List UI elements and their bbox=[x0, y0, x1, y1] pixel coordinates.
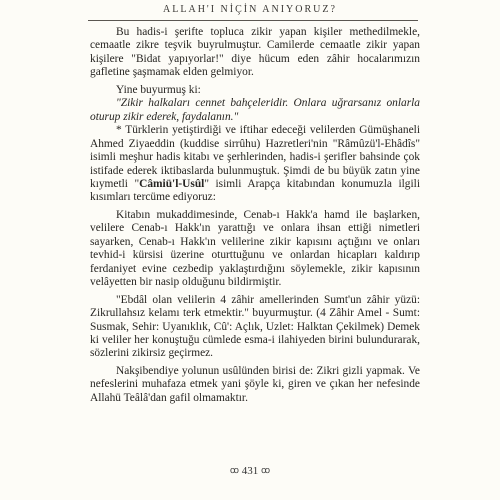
paragraph-p7 bbox=[90, 365, 420, 405]
footnote-asterisk: * bbox=[116, 124, 126, 137]
paragraph-p2 bbox=[90, 84, 420, 97]
text-segment: Türklerin yetiştirdiği ve iftihar edeceği velilerden Gümüşhaneli Ahmed Ziyaeddin (kuddise sirrûhu) Hazretleri'nin "Râmûzü'l-Ehâdîs" isimli meşhur hadis kitabı ve şerhlerinden, hadis-i şerifler bahsinde çok istifade ederek iktibaslarda bulunmuştuk. Şimdi de bu büyük zatın yine kıymetli " bbox=[90, 124, 420, 190]
page-number: 431 bbox=[241, 465, 259, 477]
text-segment: "Ebdâl olan velilerin 4 zâhir amellerinden Sumt'un zâhir yüzü: Zikrullahsız kelamı terk etmektir." buyurmuştur. (4 Zâhir Amel - Sumt: Susmak, Sehir: Uyanıklık, Cû': Açlık, Uzlet: Halktan Çekilmek) Demek ki veliler her konuştuğu cümlede esma-i ilahiyeden birini bulundurarak, sözlerini zikirsiz geçirmez. bbox=[90, 293, 420, 360]
folio-ornament-right: ꝏ bbox=[261, 465, 271, 475]
page-folio bbox=[0, 465, 500, 477]
text-segment: Bu hadis-i şerifte topluca zikir yapan kişiler methedilmekle, cemaatle zikre teşvik buyrulmuştur. Camilerde cemaatle zikir yapan kişilere "Bidat yapıyorlar!" diye hücum eden zâhir hocalarımızın gafletine şaşmamak elden gelmiyor. bbox=[90, 26, 420, 79]
text-segment: Yine buyurmuş ki: bbox=[116, 83, 201, 96]
body-text bbox=[90, 26, 420, 405]
text-segment: Kitabın mukaddimesinde, Cenab-ı Hakk'a hamd ile başlarken, velilere Cenab-ı Hakk'ın yarattığı ve onlara ihsan ettiği nimetleri sayarken, Cenab-ı Hakk'ın velilerine zikir kapısını açtığını ve onları tevhid-i kürsisi üzerine oturttuğunu ve onlardan hicapları kaldırıp ferdaniyet evine cezbedip yaklaştırdığını söylemekle, zikir kapısının velâyetten bir nasip olduğunu bildirmiştir. bbox=[90, 208, 420, 289]
folio-ornament-left: ꝏ bbox=[229, 465, 239, 475]
text-segment: Nakşibendiye yolunun usûlünden birisi de: Zikri gizli yapmak. Ve nefeslerini muhafaza etmek yani şöyle ki, giren ve çıkan her nefesinde Allahü Teâlâ'dan gafil olmamaktır. bbox=[90, 364, 420, 404]
paragraph-p5 bbox=[90, 209, 420, 290]
paragraph-p1 bbox=[90, 26, 420, 80]
running-head: ALLAH'I NİÇİN ANIYORUZ? bbox=[163, 4, 337, 15]
header-rule bbox=[88, 20, 418, 21]
book-title-bold: Câmiü'l-Usûl bbox=[139, 177, 205, 190]
paragraph-p6 bbox=[90, 294, 420, 361]
paragraph-p4 bbox=[90, 124, 420, 205]
text-segment: " isimli Arapça kitabından konumuzla ilgili kısımları tercüme ediyoruz: bbox=[90, 177, 420, 204]
paragraph-p3 bbox=[90, 97, 420, 124]
text-segment: "Zikir halkaları cennet bahçeleridir. Onlara uğrarsanız onlarla oturup zikir ederek, faydalanın." bbox=[90, 97, 420, 123]
